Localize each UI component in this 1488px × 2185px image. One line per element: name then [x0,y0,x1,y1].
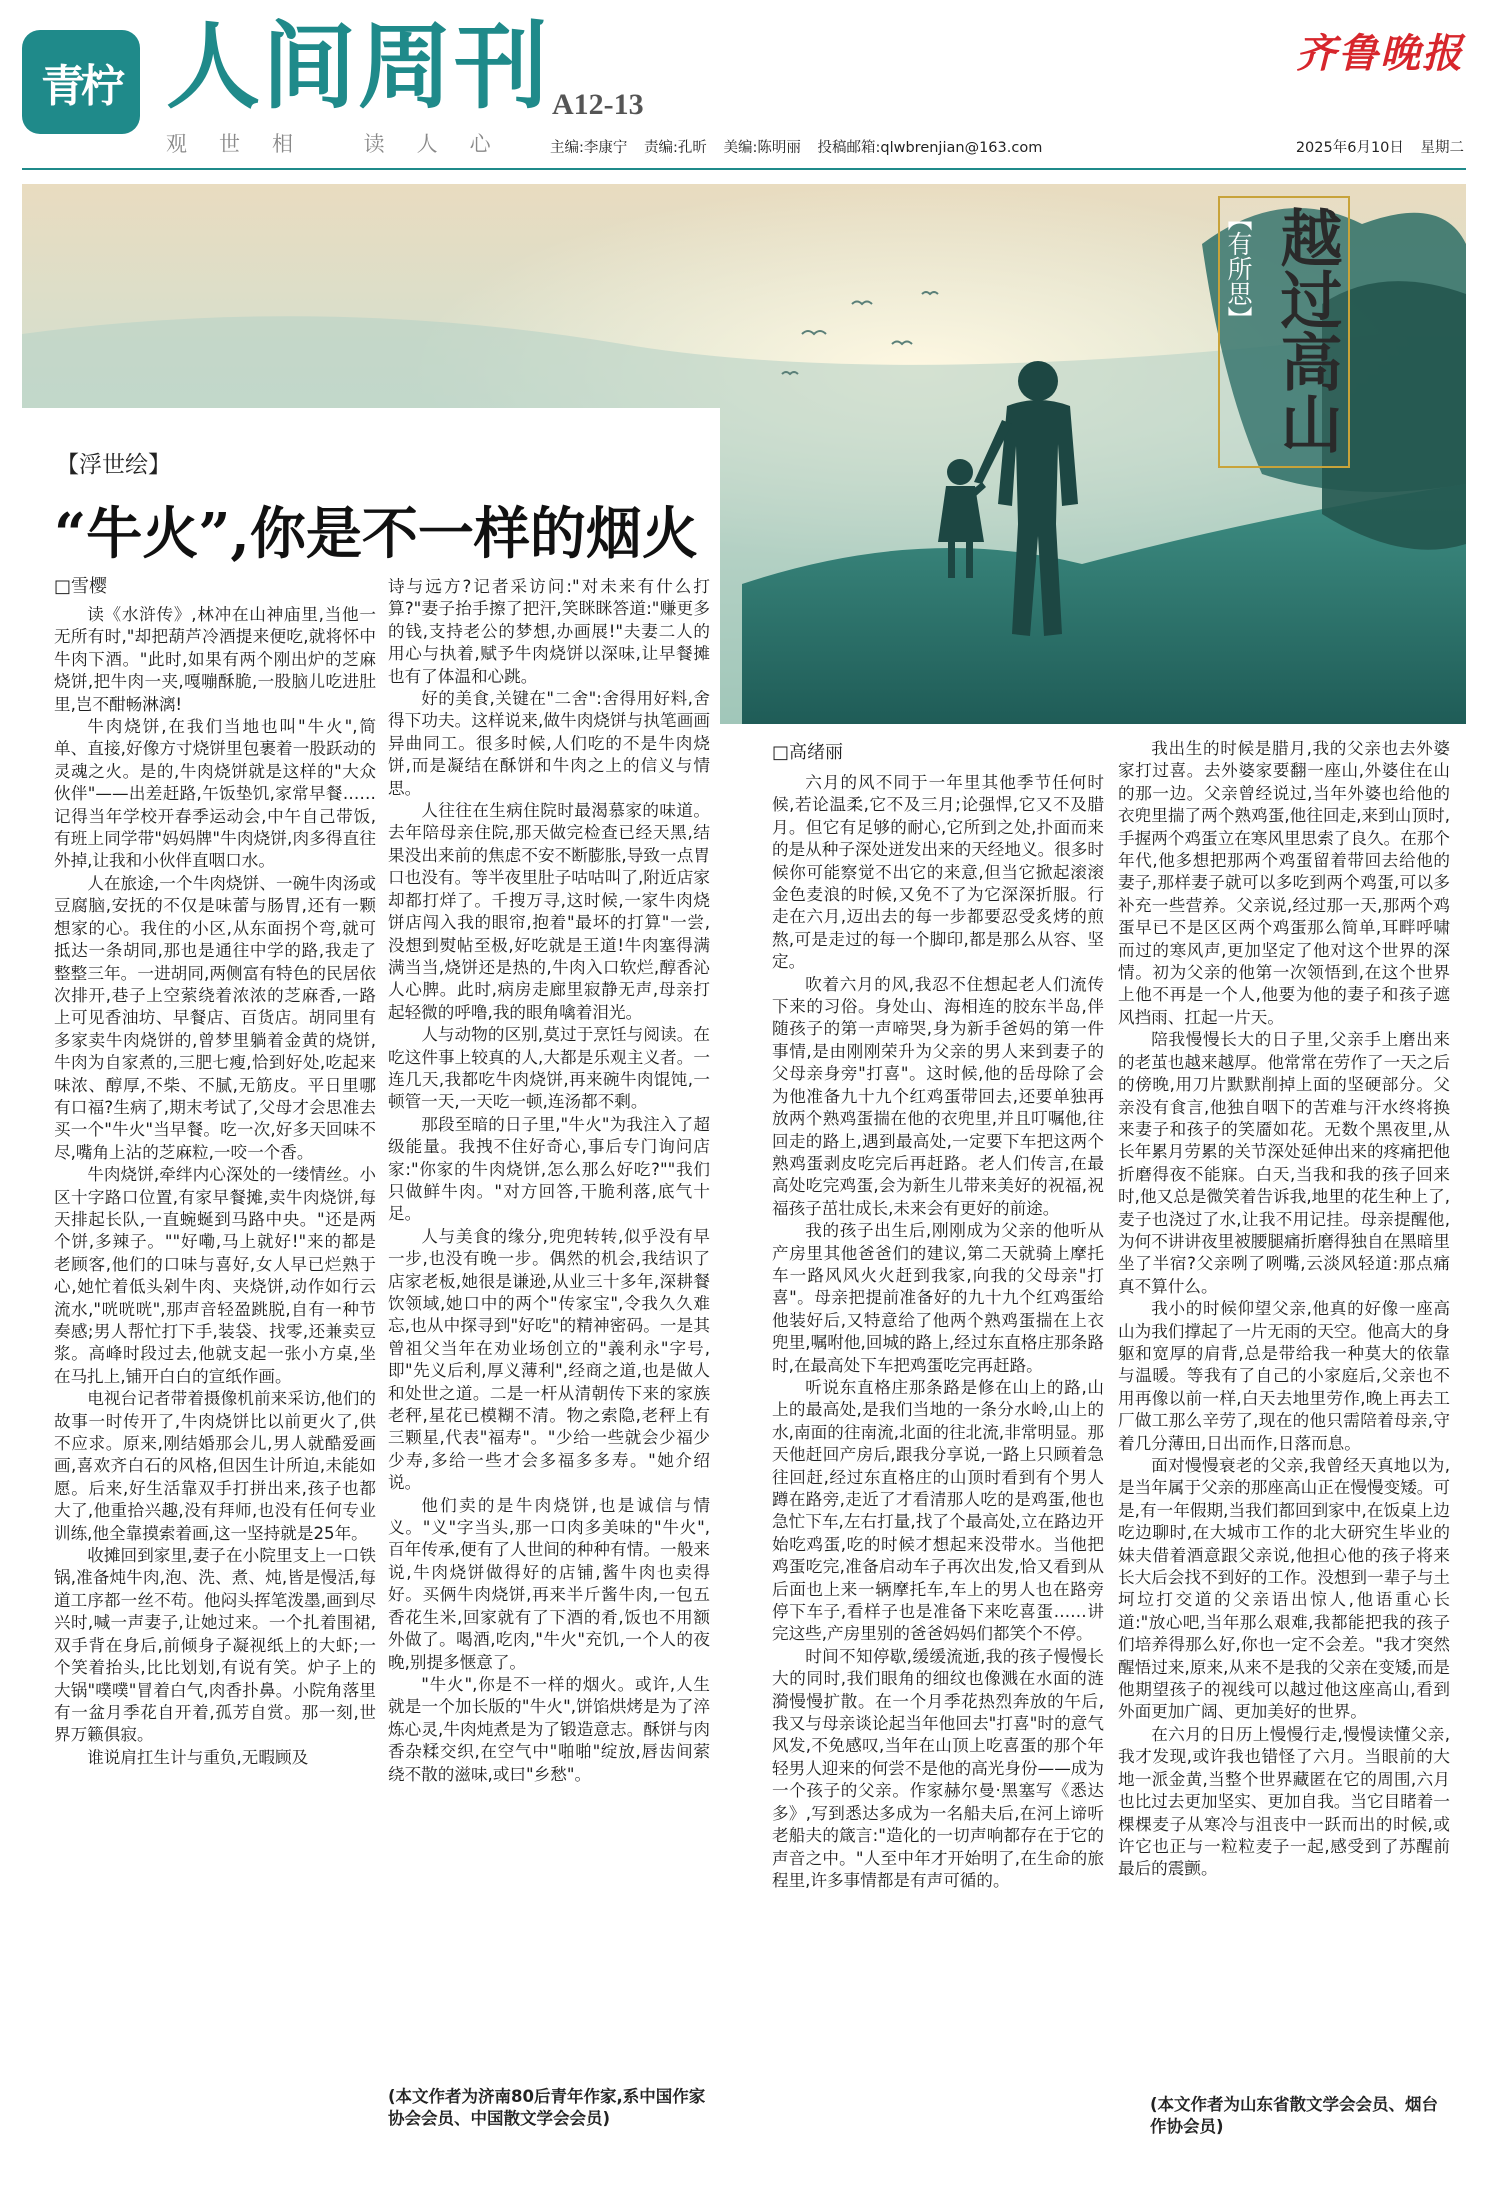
paper-logo: 齐鲁晚报 [1296,30,1464,77]
paragraph: 听说东直格庄那条路是修在山上的路,山上的最高处,是我们当地的一条分水岭,山上的水,南面的往南流,北面的往北流,非常明显。那天他赶回产房后,跟我分享说,一路上只顾着急往回赶,经过东直格庄的山顶时看到有个男人蹲在路旁,走近了才看清那人吃的是鸡蛋,他也急忙下车,左右打量,找了个最高处,立在路边开始吃鸡蛋,吃的时候才想起来没带水。当他把鸡蛋吃完,准备启动车子再次出发,恰又看到从后面也上来一辆摩托车,车上的男人也在路旁停下车子,看样子也是准备下来吃喜蛋……讲完这些,产房里别的爸爸妈妈们都笑个不停。 [772,1377,1104,1644]
article-title-left: “牛火”,你是不一样的烟火 [54,501,698,567]
left-article-column-2 [388,576,710,2078]
issue-weekday: 星期二 [1420,140,1464,156]
column-tag-right: 【有所思】 [1224,206,1253,331]
credit-email[interactable]: 投稿邮箱:qlwbrenjian@163.com [817,140,1043,156]
column-tag-left: 【浮世绘】 [56,452,171,478]
paragraph: 人与美食的缘分,兜兜转转,似乎没有早一步,也没有晚一步。偶然的机会,我结识了店家老板,她很是谦逊,从业三十多年,深耕餐饮领域,她口中的两个"传家宝",令我久久难忘,也从中探寻到"好吃"的精神密码。一是其曾祖父当年在劝业场创立的"義利永"字号,即"先义后利,厚义薄利",经商之道,也是做人和处世之道。二是一杆从清朝传下来的家族老秤,星花已模糊不清。物之索隐,老秤上有三颗星,代表"福寿"。"少给一些就会少福少少寿,多给一些才会多福多多寿。"她介绍说。 [388,1226,710,1493]
article-title-right: 越过高山 [1270,206,1343,454]
date-info [1284,136,1464,157]
credit-editor-in-chief: 主编:李康宁 [550,140,628,156]
paragraph: 我的孩子出生后,刚刚成为父亲的他听从产房里其他爸爸们的建议,第二天就骑上摩托车一路风风火火赶到我家,向我的父母亲"打喜"。母亲把提前准备好的九十九个红鸡蛋给他装好后,又特意给了他两个熟鸡蛋揣在上衣兜里,嘱咐他,回城的路上,经过东直格庄那条路时,在最高处下车把鸡蛋吃完再赶路。 [772,1221,1104,1375]
paragraph: 我小的时候仰望父亲,他真的好像一座高山为我们撑起了一片无雨的天空。他高大的身躯和宽厚的肩背,总是带给我一种莫大的依靠与温暖。等我有了自己的小家庭后,父亲也不用再像以前一样,白天去地里劳作,晚上再去工厂做工那么辛劳了,现在的他只需陪着母亲,守着几分薄田,日出而作,日落而息。 [1118,1299,1450,1453]
paragraph: 诗与远方?记者采访问:"对未来有什么打算?"妻子抬手擦了把汗,笑眯眯答道:"赚更多的钱,支持老公的梦想,办画展!"夫妻二人的用心与执着,赋予牛肉烧饼以深味,让早餐摊也有了体温和心跳。 [388,577,710,686]
paragraph: 那段至暗的日子里,"牛火"为我注入了超级能量。我拽不住好奇心,事后专门询问店家:"你家的牛肉烧饼,怎么那么好吃?""我们只做鲜牛肉。"对方回答,干脆利落,底气十足。 [388,1114,710,1224]
paragraph: 谁说肩扛生计与重负,无暇顾及 [87,1747,309,1767]
author-right: □高绪丽 [772,742,844,763]
paragraph: 我出生的时候是腊月,我的父亲也去外婆家打过喜。去外婆家要翻一座山,外婆住在山的那一边。父亲曾经说过,当年外婆也给他的衣兜里揣了两个熟鸡蛋,他往回走,来到山顶时,手握两个鸡蛋立在寒风里思索了良久。在那个年代,他多想把那两个鸡蛋留着带回去给他的妻子,那样妻子就可以多吃到两个鸡蛋,可以多补充一些营养。父亲说,经过那一天,那两个鸡蛋早已不是区区两个鸡蛋那么简单,耳畔呼啸而过的寒风声,更加坚定了他对这个世界的深情。初为父亲的他第一次领悟到,在这个世界上他不再是一个人,他要为他的妻子和孩子遮风挡雨、扛起一片天。 [1118,739,1450,1027]
paragraph: 牛肉烧饼,在我们当地也叫"牛火",简单、直接,好像方寸烧饼里包裹着一股跃动的灵魂之火。是的,牛肉烧饼就是这样的"大众伙伴"——出差赶路,午饭垫饥,家常早餐……记得当年学校开春季运动会,中午自己带饭,有班上同学带"妈妈牌"牛肉烧饼,肉多得直往外掉,让我和小伙伴直咽口水。 [54,717,376,871]
left-article-column-1 [54,604,376,2152]
author-note-left: (本文作者为济南80后青年作家,系中国作家协会会员、中国散文学会会员) [388,2087,706,2128]
author-note-right: (本文作者为山东省散文学会会员、烟台作协会员) [1150,2095,1439,2136]
paragraph: 电视台记者带着摄像机前来采访,他们的故事一时传开了,牛肉烧饼比以前更火了,供不应求。原来,刚结婚那会儿,男人就酷爱画画,喜欢齐白石的风格,但因生计所迫,未能如愿。后来,好生活靠双手打拼出来,孩子也都大了,他重拾兴趣,没有拜师,也没有任何专业训练,他全靠摸索着画,这一坚持就是25年。 [54,1389,376,1543]
paragraph: 人在旅途,一个牛肉烧饼、一碗牛肉汤或豆腐脑,安抚的不仅是味蕾与肠胃,还有一颗想家的心。我住的小区,从东面拐个弯,就可抵达一条胡同,那也是通往中学的路,我走了整整三年。一进胡同,两侧富有特色的民居依次排开,巷子上空萦绕着浓浓的芝麻香,一路上可见香油坊、早餐店、百货店。胡同里有多家卖牛肉烧饼的,曾梦里躺着金黄的烧饼,牛肉为自家煮的,三肥七瘦,恰到好处,吃起来味浓、醇厚,不柴、不腻,无筋皮。平日里哪有口福?生病了,期末考试了,父母才会思准去买一个"牛火"当早餐。吃一次,好多天回味不尽,嘴角上沾的芝麻粒,一咬一个香。 [54,873,376,1162]
paragraph: 人与动物的区别,莫过于烹饪与阅读。在吃这件事上较真的人,大都是乐观主义者。一连几天,我都吃牛肉烧饼,再来碗牛肉馄饨,一顿管一天,一天吃一顿,连汤都不剩。 [388,1025,710,1112]
author-left: □雪樱 [54,576,108,597]
right-article-column-2 [1118,738,1450,2088]
logo [22,30,140,134]
section-title: 人间周刊 [166,12,551,122]
masthead [0,0,1488,180]
issue-number: A12-13 [552,88,644,121]
paragraph: 面对慢慢衰老的父亲,我曾经天真地以为,是当年属于父亲的那座高山正在慢慢变矮。可是,有一年假期,当我们都回到家中,在饭桌上边吃边聊时,在大城市工作的北大研究生毕业的妹夫借着酒意跟父亲说,他担心他的孩子将来长大后会找不到好的工作。没想到一辈子与土坷垃打交道的父亲语出惊人,他语重心长道:"放心吧,当年那么艰难,我都能把我的孩子们培养得那么好,你也一定不会差。"我才突然醒悟过来,原来,从来不是我的父亲在变矮,而是他期望孩子的视线可以越过他这座高山,看到外面更加广阔、更加美好的世界。 [1118,1456,1450,1722]
issue-date: 2025年6月10日 [1295,140,1404,156]
paragraph: 好的美食,关键在"二舍":舍得用好料,舍得下功夫。这样说来,做牛肉烧饼与执笔画画异曲同工。很多时候,人们吃的不是牛肉烧饼,而是凝结在酥饼和牛肉之上的信义与情思。 [388,689,710,798]
credit-editor: 责编:孔昕 [644,140,707,156]
paragraph: 六月的风不同于一年里其他季节任何时候,若论温柔,它不及三月;论强悍,它又不及腊月。但它有足够的耐心,它所到之处,扑面而来的是从种子深处迸发出来的天经地义。很多时候你可能察觉不出它的来意,但当它掀起滚滚金色麦浪的时候,又免不了为它深深折服。行走在六月,迈出去的每一步都要忍受炙烤的煎熬,可是走过的每一个脚印,都是那么从容、坚定。 [772,773,1104,972]
right-article-column-1 [772,772,1104,2152]
logo-text: 青柠 [41,61,121,112]
masthead-rule [22,168,1466,170]
paragraph: 陪我慢慢长大的日子里,父亲手上磨出来的老茧也越来越厚。他常常在劳作了一天之后的傍晚,用刀片默默削掉上面的坚硬部分。父亲没有食言,他独自咽下的苦难与汗水终将换来妻子和孩子的笑靥如花。无数个黑夜里,从长年累月劳累的关节深处延伸出来的疼痛把他折磨得夜不能寐。白天,当我和我的孩子回来时,他又总是微笑着告诉我,地里的花生种上了,麦子也浇过了水,让我不用记挂。母亲提醒他,为何不讲讲夜里被腰腿痛折磨得独自在黑暗里坐了半宿?父亲咧了咧嘴,云淡风轻道:那点痛真不算什么。 [1118,1030,1450,1296]
slogan: 观世相 读人心 [166,132,523,156]
paragraph: 吹着六月的风,我忍不住想起老人们流传下来的习俗。身处山、海相连的胶东半岛,伴随孩子的第一声啼哭,身为新手爸妈的第一件事情,是由刚刚荣升为父亲的男人来到妻子的父母亲身旁"打喜"。这时候,他的岳母除了会为他准备九十九个红鸡蛋带回去,还要单独再放两个熟鸡蛋揣在他的衣兜里,并且叮嘱他,往回走的路上,遇到最高处,一定要下车把这两个熟鸡蛋剥皮吃完后再赶路。老人们传言,在最高处吃完鸡蛋,会为新生儿带来美好的祝福,祝福孩子茁壮成长,未来会有更好的前途。 [772,974,1104,1218]
paragraph: 读《水浒传》,林冲在山神庙里,当他一无所有时,"却把葫芦冷酒提来便吃,就将怀中牛肉下酒。"此时,如果有两个刚出炉的芝麻烧饼,把牛肉一夹,嘎嘣酥脆,一股脑儿吃进肚里,岂不酣畅淋漓! [54,605,376,714]
paragraph: 牛肉烧饼,牵绊内心深处的一缕情丝。小区十字路口位置,有家早餐摊,卖牛肉烧饼,每天排起长队,一直蜿蜒到马路中央。"还是两个饼,多辣子。""好嘞,马上就好!"来的都是老顾客,他们的口味与喜好,女人早已烂熟于心,她忙着低头剁牛肉、夹烧饼,动作如行云流水,"咣咣咣",那声音轻盈跳脱,自有一种节奏感;男人帮忙打下手,装袋、找零,还兼卖豆浆。高峰时段过去,他就支起一张小方桌,坐在马扎上,铺开白白的宣纸作画。 [54,1165,376,1386]
paragraph: 时间不知停歇,缓缓流逝,我的孩子慢慢长大的同时,我们眼角的细纹也像溅在水面的涟漪慢慢扩散。在一个月季花热烈奔放的午后,我又与母亲谈论起当年他回去"打喜"时的意气风发,不免感叹,当年在山顶上吃喜蛋的那个年轻男人迎来的何尝不是他的高光身份——成为一个孩子的父亲。作家赫尔曼·黑塞写《悉达多》,写到悉达多成为一名船夫后,在河上谛听老船夫的箴言:"造化的一切声响都存在于它的声音之中。"人至中年才开始明了,在生命的旅程里,许多事情都是有声可循的。 [772,1646,1104,1890]
paragraph: 收摊回到家里,妻子在小院里支上一口铁锅,准备炖牛肉,泡、洗、煮、炖,皆是慢活,每道工序都一丝不苟。他闷头挥笔泼墨,画到尽兴时,喊一声妻子,让她过来。一个扎着围裙,双手背在身后,前倾身子凝视纸上的大虾;一个笑着抬头,比比划划,有说有笑。炉子上的大锅"噗噗"冒着白气,肉香扑鼻。小院角落里有一盆月季花自开着,孤芳自赏。那一刻,世界万籁俱寂。 [54,1546,376,1745]
paragraph: 他们卖的是牛肉烧饼,也是诚信与情义。"义"字当头,那一口肉多美味的"牛火",百年传承,便有了人世间的种种有情。一般来说,牛肉烧饼做得好的店铺,酱牛肉也卖得好。买俩牛肉烧饼,再来半斤酱牛肉,一包五香花生米,回家就有了下酒的肴,饭也不用额外做了。喝酒,吃肉,"牛火"充饥,一个人的夜晚,别提多惬意了。 [388,1495,710,1672]
paragraph: 在六月的日历上慢慢行走,慢慢读懂父亲,我才发现,或许我也错怪了六月。当眼前的大地一派金黄,当整个世界藏匿在它的周围,六月也比过去更加坚实、更加自我。当它目睹着一棵棵麦子从寒冷与沮丧中一跃而出的时候,或许它也正与一粒粒麦子一起,感受到了苏醒前最后的震颤。 [1118,1724,1450,1879]
credit-designer: 美编:陈明丽 [723,140,801,156]
paragraph: 人往往在生病住院时最渴慕家的味道。去年陪母亲住院,那天做完检查已经天黑,结果没出来前的焦虑不安不断膨胀,导致一点胃口也没有。等半夜里肚子咕咕叫了,附近店家却都打烊了。千搜万寻,这时候,一家牛肉烧饼店闯入我的眼帘,抱着"最坏的打算"一尝,没想到熨帖至极,好吃就是王道!牛肉塞得满满当当,烧饼还是热的,牛肉入口软烂,醇香沁人心脾。此时,病房走廊里寂静无声,母亲打起轻微的呼噜,我的眼角噙着泪光。 [388,801,710,1022]
paragraph: "牛火",你是不一样的烟火。或许,人生就是一个加长版的"牛火",饼馅烘烤是为了淬炼心灵,牛肉炖煮是为了锻造意志。酥饼与肉香杂糅交织,在空气中"啪啪"绽放,唇齿间萦绕不散的滋味,或曰"乡愁"。 [388,1674,710,1784]
credits [550,136,1054,157]
